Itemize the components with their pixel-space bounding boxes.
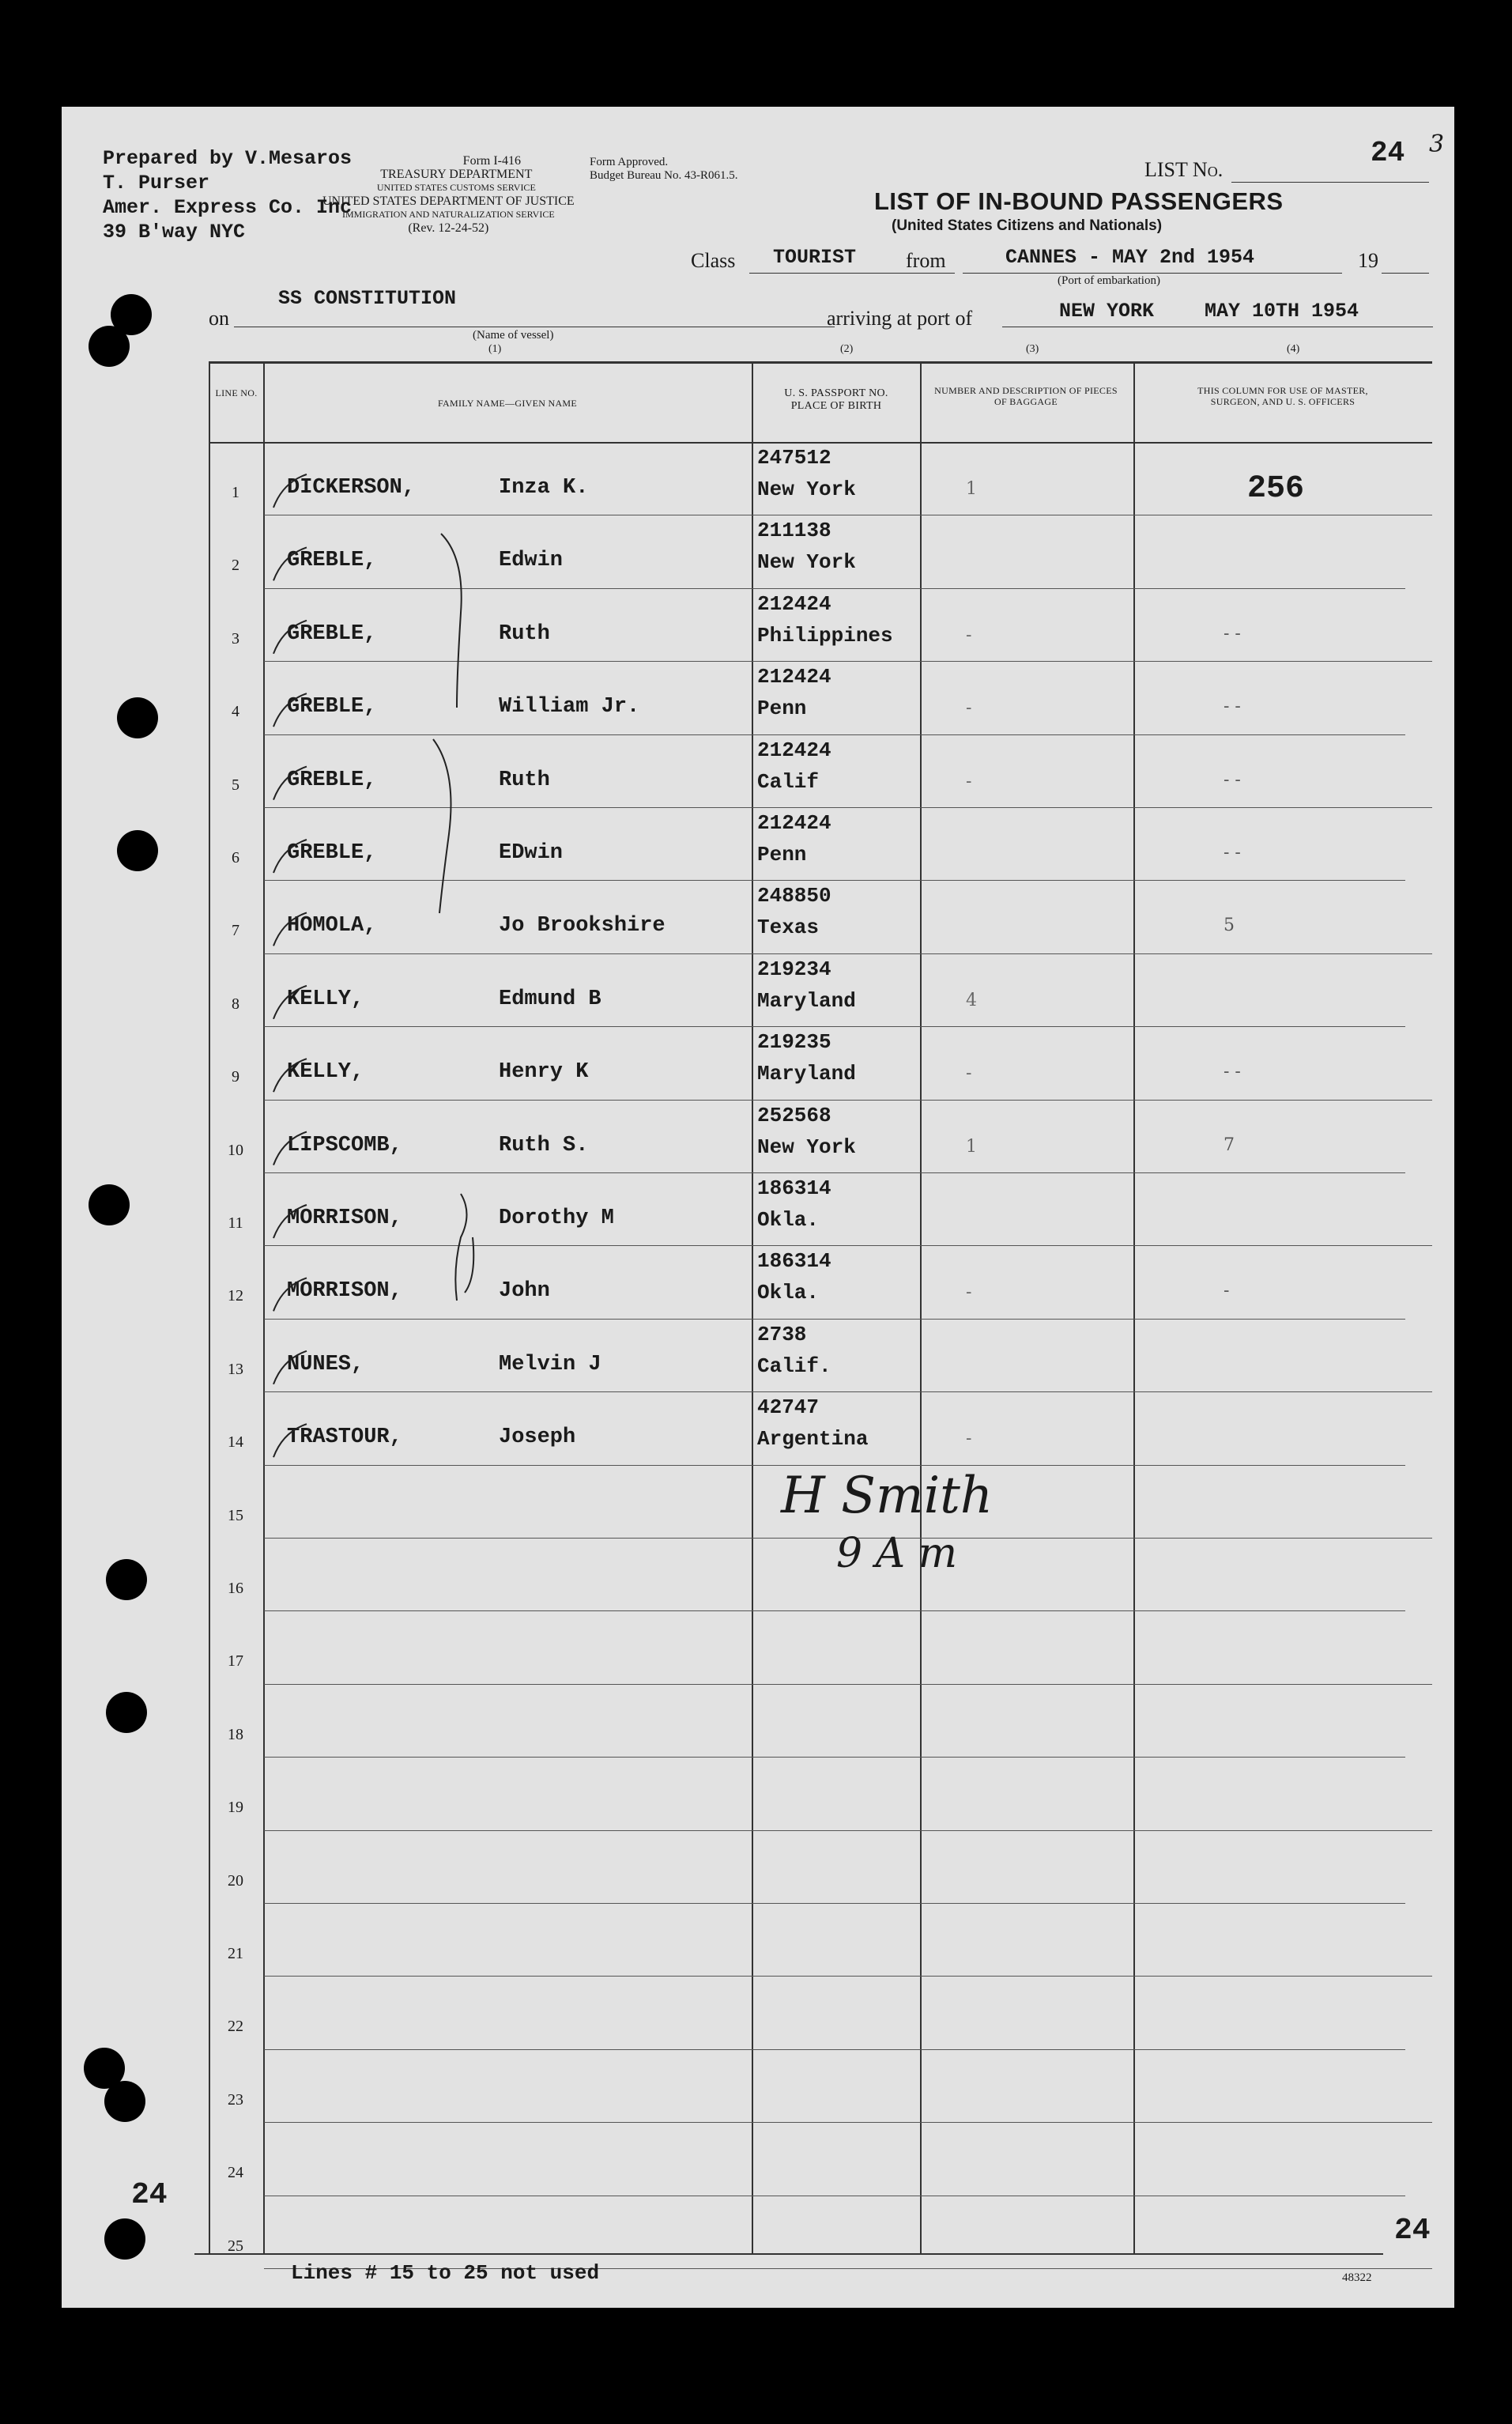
punch-hole (89, 1184, 130, 1225)
baggage-mark: - (966, 698, 972, 719)
line-number: 16 (228, 1580, 243, 1597)
officer-mark: - - (1224, 623, 1241, 644)
baggage-mark: - (966, 1429, 972, 1449)
given-name: Inza K. (499, 476, 589, 500)
passport-number: 219234 (757, 957, 831, 981)
col-header-passport: U. S. PASSPORT NO. PLACE OF BIRTH (784, 387, 888, 412)
given-name: Jo Brookshire (499, 914, 666, 938)
punch-hole (117, 697, 158, 738)
unused-lines-note: Lines # 15 to 25 not used (291, 2261, 600, 2285)
line-number: 12 (228, 1287, 243, 1305)
column-number-1: (1) (488, 343, 502, 355)
place-of-birth: Okla. (757, 1208, 820, 1232)
family-name: HOMOLA, (287, 914, 377, 938)
punch-hole (104, 2218, 145, 2260)
agency-line: TREASURY DEPARTMENT (380, 168, 533, 181)
col-header-officers: THIS COLUMN FOR USE OF MASTER, SURGEON, AND U. S. OFFICERS (1197, 385, 1368, 407)
baggage-mark: 1 (966, 479, 977, 499)
officer-mark: - - (1224, 1062, 1241, 1082)
form-code: 48322 (1342, 2271, 1372, 2284)
line-number: 6 (232, 849, 239, 867)
family-name: LIPSCOMB, (287, 1133, 402, 1157)
line-number: 24 (228, 2164, 243, 2182)
punch-hole (104, 2081, 145, 2122)
passport-number: 186314 (757, 1249, 831, 1274)
baggage-mark: 4 (966, 990, 977, 1010)
place-of-birth: Texas (757, 916, 820, 940)
place-of-birth: Argentina (757, 1427, 869, 1452)
passport-number: 252568 (757, 1103, 831, 1127)
col-header-baggage: NUMBER AND DESCRIPTION OF PIECES OF BAGGAGE (934, 385, 1118, 407)
line-number: 18 (228, 1725, 243, 1743)
form-subtitle: (United States Citizens and Nationals) (892, 217, 1163, 234)
embarkation-caption: (Port of embarkation) (1058, 274, 1160, 287)
given-name: John (499, 1279, 550, 1304)
baggage-mark: - (966, 771, 972, 791)
punch-hole (89, 326, 130, 367)
place-of-birth: New York (757, 478, 856, 501)
given-name: Joseph (499, 1425, 576, 1450)
form-title: LIST OF IN-BOUND PASSENGERS (874, 187, 1284, 215)
passport-number: 248850 (757, 884, 831, 908)
place-of-birth: Okla. (757, 1281, 820, 1305)
revision-line: (Rev. 12-24-52) (408, 221, 489, 235)
family-name: NUNES, (287, 1352, 364, 1376)
col-header-line-no: LINE NO. (215, 387, 258, 398)
place-of-birth: Philippines (757, 623, 893, 648)
line-number: 5 (232, 776, 239, 794)
place-of-birth: Maryland (757, 1062, 856, 1086)
family-name: GREBLE, (287, 768, 377, 792)
baggage-mark: - (966, 1063, 972, 1084)
form-page (62, 107, 1454, 2308)
passport-number: 247512 (757, 446, 831, 470)
line-number: 25 (228, 2237, 243, 2255)
given-name: Edwin (499, 549, 564, 573)
line-number: 15 (228, 1506, 243, 1524)
approval-line: Form Approved. (590, 156, 669, 168)
footer-right-number: 24 (1394, 2214, 1431, 2248)
place-of-birth: Calif (757, 769, 820, 794)
vessel-name: SS CONSTITUTION (278, 287, 457, 310)
line-number: 22 (228, 2018, 243, 2036)
family-name: MORRISON, (287, 1206, 402, 1230)
officer-mark: - - (1224, 843, 1241, 863)
line-number: 7 (232, 922, 239, 940)
line-number: 2 (232, 557, 239, 575)
place-of-birth: New York (757, 550, 856, 575)
agency-line: UNITED STATES CUSTOMS SERVICE (376, 182, 536, 193)
baggage-mark: - (966, 625, 972, 645)
passport-number: 211138 (757, 519, 831, 543)
punch-hole (117, 830, 158, 871)
place-of-birth: Maryland (757, 988, 856, 1013)
handwritten-signature: H Smith (781, 1467, 994, 1525)
given-name: Edmund B (499, 987, 601, 1011)
family-name: GREBLE, (287, 621, 377, 646)
prepared-line: Prepared by V.Mesaros (103, 147, 353, 170)
column-number-3: (3) (1026, 343, 1039, 355)
place-of-birth: Penn (757, 697, 807, 721)
punch-hole (106, 1559, 147, 1600)
list-no-value: 24 (1371, 137, 1405, 169)
line-number: 19 (228, 1799, 243, 1817)
class-label: Class (691, 249, 736, 272)
officer-mark: - - (1224, 697, 1241, 717)
family-name: GREBLE, (287, 549, 377, 573)
line-number: 21 (228, 1945, 243, 1962)
given-name: Ruth (499, 768, 550, 792)
passport-number: 212424 (757, 738, 831, 762)
year-label: 19 (1358, 249, 1378, 272)
from-label: from (906, 249, 946, 272)
embarkation-value: CANNES - MAY 2nd 1954 (1005, 246, 1255, 269)
passport-number: 219235 (757, 1030, 831, 1055)
list-no-mark: 3 (1429, 130, 1445, 158)
line-number: 3 (232, 629, 239, 648)
form-number: Form I-416 (462, 154, 521, 168)
line-number: 17 (228, 1652, 243, 1671)
agency-line: IMMIGRATION AND NATURALIZATION SERVICE (341, 209, 555, 220)
passport-number: 2738 (757, 1322, 807, 1346)
family-name: GREBLE, (287, 841, 377, 865)
given-name: William Jr. (499, 695, 640, 719)
place-of-birth: Penn (757, 843, 807, 867)
officer-mark: - (1224, 1281, 1230, 1301)
family-name: KELLY, (287, 1060, 364, 1085)
officer-mark: 256 (1247, 471, 1305, 507)
on-label: on (209, 307, 229, 330)
line-number: 20 (228, 1871, 243, 1890)
column-number-4: (4) (1287, 343, 1300, 355)
prepared-line: T. Purser (103, 172, 210, 194)
family-name: KELLY, (287, 987, 364, 1011)
line-number: 1 (232, 484, 239, 501)
given-name: Henry K (499, 1060, 589, 1085)
prepared-line: 39 B'way NYC (103, 221, 246, 244)
passport-number: 42747 (757, 1395, 820, 1420)
passport-number: 186314 (757, 1176, 831, 1200)
footer-left-number: 24 (131, 2178, 168, 2212)
line-number: 10 (228, 1141, 243, 1159)
passport-number: 212424 (757, 811, 831, 835)
line-number: 23 (228, 2090, 243, 2109)
given-name: Ruth S. (499, 1133, 589, 1157)
baggage-mark: 1 (966, 1136, 977, 1157)
list-no-label: LIST No. (1144, 158, 1224, 181)
place-of-birth: New York (757, 1135, 856, 1159)
line-number: 4 (232, 703, 239, 721)
agency-line: UNITED STATES DEPARTMENT OF JUSTICE (322, 194, 575, 208)
place-of-birth: Calif. (757, 1354, 831, 1378)
line-number: 9 (232, 1068, 239, 1086)
given-name: Ruth (499, 621, 550, 646)
line-number: 13 (228, 1360, 243, 1378)
family-name: DICKERSON, (287, 476, 416, 500)
given-name: Dorothy M (499, 1206, 614, 1230)
passport-number: 212424 (757, 665, 831, 689)
line-number: 14 (228, 1433, 243, 1452)
officer-mark: 5 (1224, 916, 1235, 936)
family-brackets (62, 107, 1454, 2308)
officer-mark: - - (1224, 769, 1241, 790)
family-name: MORRISON, (287, 1279, 402, 1304)
baggage-mark: - (966, 1282, 972, 1303)
arriving-label: arriving at port of (827, 307, 973, 330)
punch-hole (106, 1692, 147, 1733)
passport-number: 212424 (757, 591, 831, 616)
vessel-caption: (Name of vessel) (473, 329, 554, 342)
given-name: EDwin (499, 841, 564, 865)
family-name: TRASTOUR, (287, 1425, 402, 1450)
arrival-port: NEW YORK (1059, 300, 1155, 323)
arrival-date: MAY 10TH 1954 (1205, 300, 1359, 323)
family-name: GREBLE, (287, 695, 377, 719)
line-number: 8 (232, 995, 239, 1013)
col-header-name: FAMILY NAME—GIVEN NAME (437, 398, 578, 409)
class-value: TOURIST (773, 246, 857, 269)
column-number-2: (2) (840, 343, 854, 355)
handwritten-time: 9 A m (836, 1530, 958, 1577)
prepared-line: Amer. Express Co. Inc (103, 196, 353, 219)
given-name: Melvin J (499, 1352, 601, 1376)
officer-mark: 7 (1224, 1135, 1235, 1155)
approval-line: Budget Bureau No. 43-R061.5. (590, 169, 738, 182)
line-number: 11 (228, 1214, 243, 1232)
